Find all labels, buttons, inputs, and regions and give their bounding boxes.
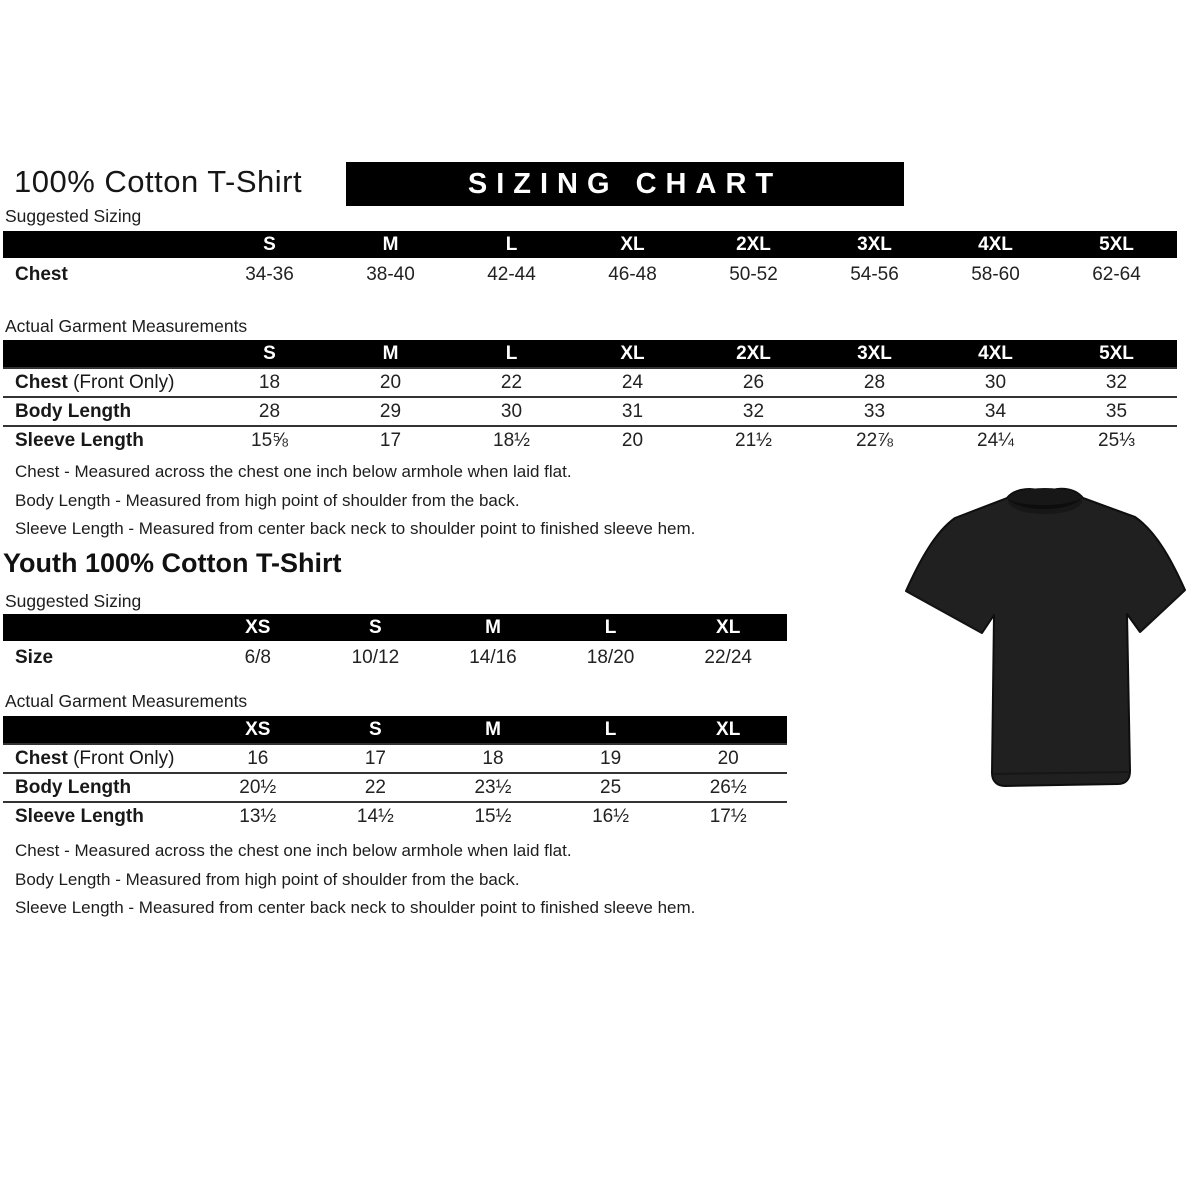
measurement-value: 21½ [693, 426, 814, 455]
size-column-header: 2XL [693, 340, 814, 368]
measurement-value: 18½ [451, 426, 572, 455]
table-corner-cell [3, 231, 209, 258]
measurement-value: 20½ [199, 773, 317, 802]
note-line: Chest - Measured across the chest one inch below armhole when laid flat. [15, 462, 572, 481]
sizing-chart-banner-label: SIZING CHART [467, 167, 783, 200]
size-column-header: XL [669, 614, 787, 641]
measurement-value: 20 [572, 426, 693, 455]
measurement-value: 20 [669, 744, 787, 773]
size-column-header: L [451, 231, 572, 258]
measurement-value: 13½ [199, 802, 317, 831]
tshirt-image [893, 478, 1199, 810]
measurement-value: 30 [451, 397, 572, 426]
adult-suggested-sizing-label: Suggested Sizing [5, 206, 142, 226]
measurement-value: 34 [935, 397, 1056, 426]
measurement-value: 50-52 [729, 263, 778, 285]
table-row [3, 397, 1177, 426]
size-column-header: XS [199, 614, 317, 641]
size-column-header: L [552, 614, 670, 641]
measurement-value: 30 [935, 368, 1056, 397]
measurement-value: 46-48 [608, 263, 657, 285]
row-label: Size [15, 646, 54, 668]
size-column-header: 3XL [814, 231, 935, 258]
size-column-header: L [552, 716, 670, 744]
measurement-value: 24¼ [935, 426, 1056, 455]
measurement-value: 14½ [317, 802, 435, 831]
measurement-value: 18 [209, 368, 330, 397]
youth-suggested-sizing-table [3, 614, 787, 674]
table-corner-cell [3, 340, 209, 368]
table-row [3, 368, 1177, 397]
size-column-header: 2XL [693, 231, 814, 258]
size-column-header: S [209, 231, 330, 258]
size-column-header: 5XL [1056, 340, 1177, 368]
measurement-value: 34-36 [245, 263, 294, 285]
measurement-value: 25⅓ [1056, 426, 1177, 455]
measurement-value: 17 [317, 744, 435, 773]
measurement-value: 17½ [669, 802, 787, 831]
size-column-header: S [209, 340, 330, 368]
table-corner-cell [3, 614, 199, 641]
measurement-value: 15⅝ [209, 426, 330, 455]
row-label: Chest [15, 263, 68, 285]
size-column-header: XL [669, 716, 787, 744]
size-column-header: 5XL [1056, 231, 1177, 258]
measurement-value: 18/20 [586, 646, 635, 668]
measurement-value: 16½ [552, 802, 670, 831]
note-line: Chest - Measured across the chest one inch below armhole when laid flat. [15, 841, 572, 860]
size-column-header: L [451, 340, 572, 368]
note-line: Sleeve Length - Measured from center back neck to shoulder point to finished sleeve hem. [15, 898, 696, 917]
adult-suggested-sizing-table [3, 231, 1177, 291]
measurement-value: 22⅞ [814, 426, 935, 455]
measurement-value: 32 [1056, 368, 1177, 397]
measurement-value: 42-44 [487, 263, 536, 285]
measurement-value: 6/8 [244, 646, 271, 668]
youth-garment-measurements-label: Actual Garment Measurements [5, 691, 248, 711]
table-row [3, 802, 787, 831]
table-row [3, 258, 1177, 291]
adult-measurement-notes [15, 461, 695, 547]
size-column-header: M [330, 340, 451, 368]
measurement-value: 25 [552, 773, 670, 802]
measurement-value: 29 [330, 397, 451, 426]
measurement-value: 33 [814, 397, 935, 426]
measurement-value: 23½ [434, 773, 552, 802]
row-label: Sleeve Length [3, 426, 209, 455]
table-row [3, 641, 787, 674]
measurement-value: 35 [1056, 397, 1177, 426]
measurement-value: 58-60 [971, 263, 1020, 285]
tshirt-photo [893, 478, 1199, 810]
measurement-value: 20 [330, 368, 451, 397]
measurement-value: 54-56 [850, 263, 899, 285]
measurement-value: 16 [199, 744, 317, 773]
row-label: Body Length [3, 773, 199, 802]
size-column-header: M [330, 231, 451, 258]
youth-garment-measurements-table [3, 716, 787, 831]
measurement-value: 62-64 [1092, 263, 1141, 285]
size-column-header: 3XL [814, 340, 935, 368]
measurement-value: 15½ [434, 802, 552, 831]
measurement-value: 38-40 [366, 263, 415, 285]
measurement-value: 28 [814, 368, 935, 397]
size-column-header: 4XL [935, 231, 1056, 258]
measurement-value: 28 [209, 397, 330, 426]
table-row [3, 744, 787, 773]
note-line: Body Length - Measured from high point of shoulder from the back. [15, 869, 520, 889]
note-line: Body Length - Measured from high point of shoulder from the back. [15, 490, 520, 510]
size-column-header: 4XL [935, 340, 1056, 368]
size-column-header: XL [572, 340, 693, 368]
measurement-value: 24 [572, 368, 693, 397]
table-row [3, 773, 787, 802]
measurement-value: 14/16 [469, 646, 517, 668]
size-column-header: M [434, 716, 552, 744]
row-label: Sleeve Length [3, 802, 199, 831]
table-corner-cell [3, 716, 199, 744]
size-column-header: XS [199, 716, 317, 744]
measurement-value: 26 [693, 368, 814, 397]
size-column-header: XL [572, 231, 693, 258]
row-label: Body Length [3, 397, 209, 426]
measurement-value: 17 [330, 426, 451, 455]
measurement-value: 32 [693, 397, 814, 426]
sizing-chart-banner [346, 162, 904, 206]
table-row [3, 426, 1177, 455]
size-column-header: S [317, 716, 435, 744]
measurement-value: 10/12 [351, 646, 400, 668]
note-line: Sleeve Length - Measured from center back neck to shoulder point to finished sleeve hem. [15, 519, 696, 538]
row-label: Chest (Front Only) [3, 744, 199, 773]
page-title: 100% Cotton T-Shirt [14, 164, 303, 199]
youth-suggested-sizing-label: Suggested Sizing [5, 591, 142, 611]
measurement-value: 18 [434, 744, 552, 773]
measurement-value: 19 [552, 744, 670, 773]
measurement-value: 22 [451, 368, 572, 397]
size-column-header: M [434, 614, 552, 641]
adult-garment-measurements-table [3, 340, 1177, 455]
row-label: Chest (Front Only) [3, 368, 209, 397]
measurement-value: 31 [572, 397, 693, 426]
size-column-header: S [317, 614, 435, 641]
adult-garment-measurements-label: Actual Garment Measurements [5, 316, 248, 336]
measurement-value: 22/24 [704, 646, 752, 668]
measurement-value: 26½ [669, 773, 787, 802]
youth-page-title: Youth 100% Cotton T-Shirt [3, 548, 342, 578]
measurement-value: 22 [317, 773, 435, 802]
youth-measurement-notes [15, 840, 695, 926]
